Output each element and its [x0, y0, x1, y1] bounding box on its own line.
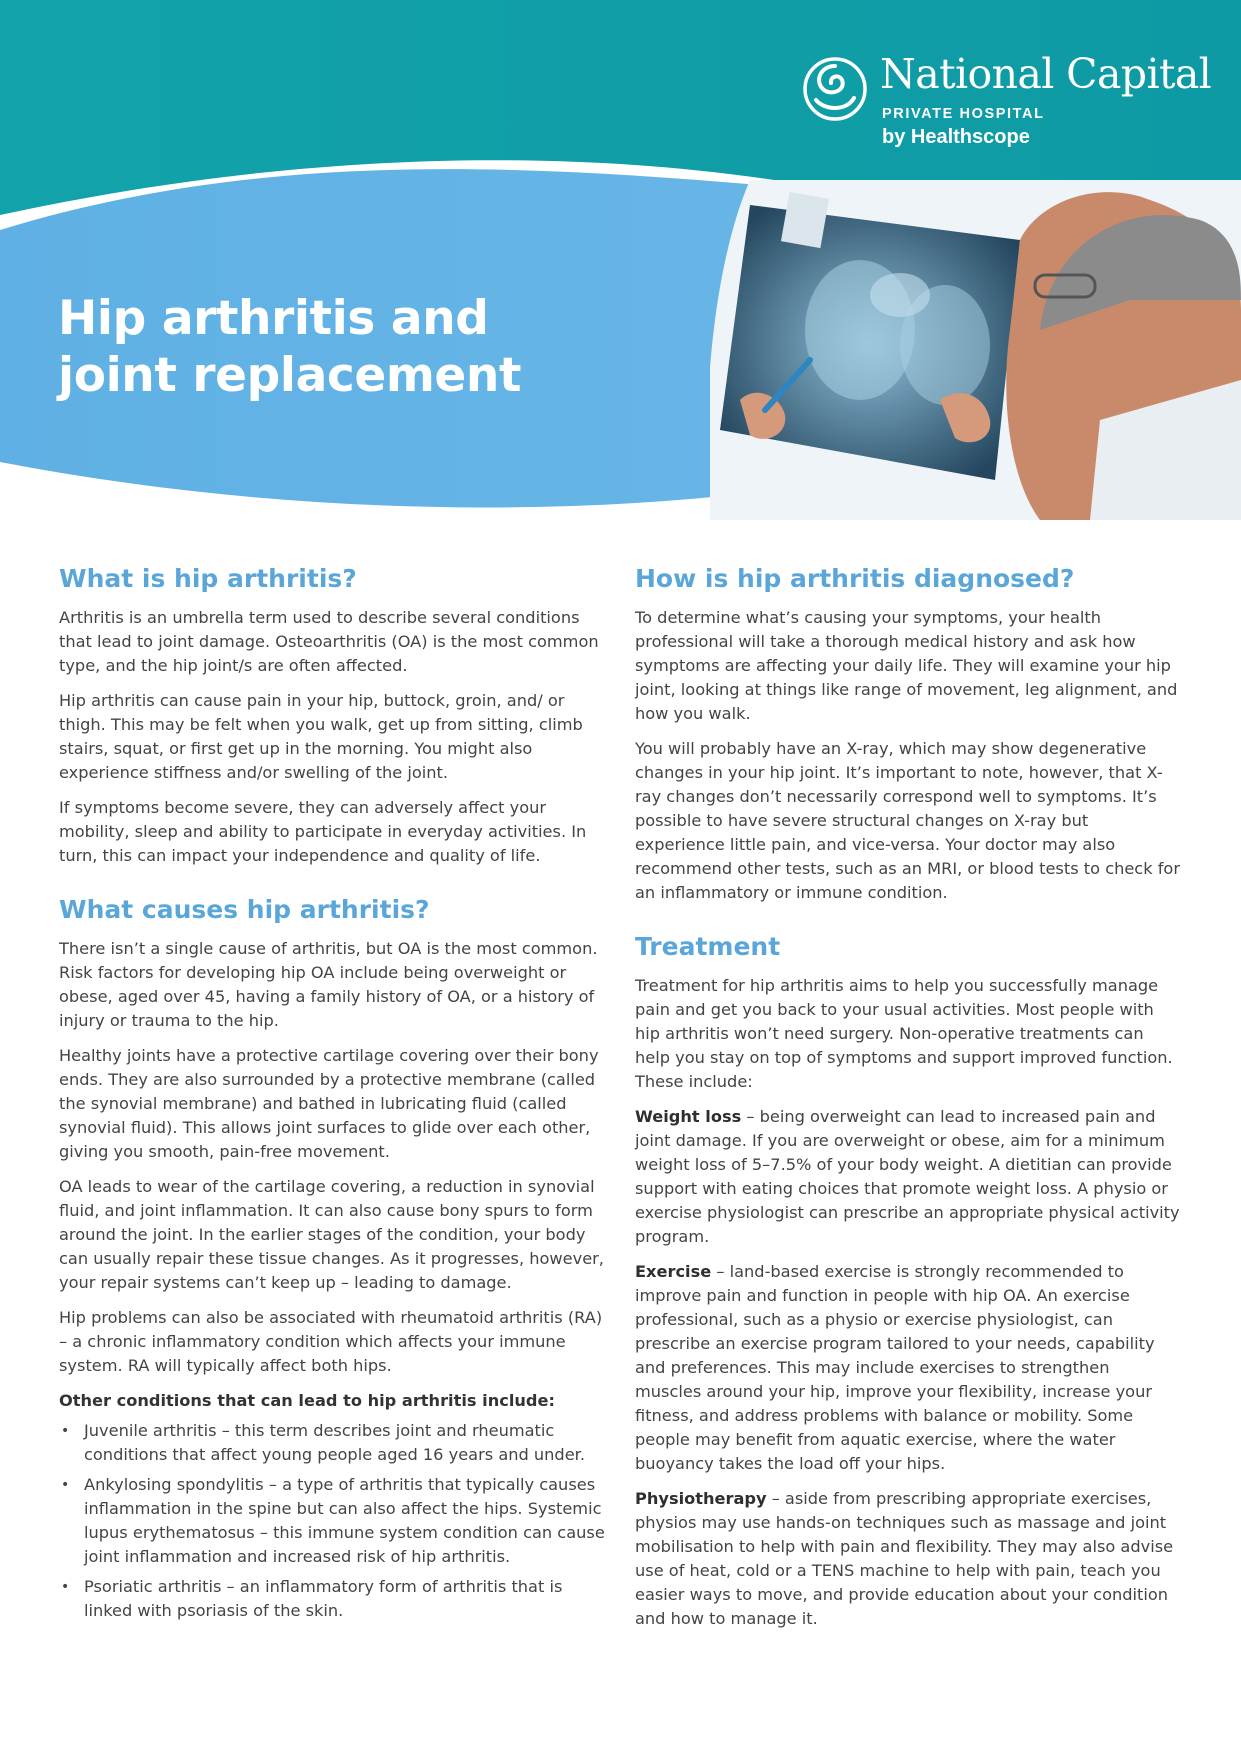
treatment-exercise — [635, 1260, 1180, 1476]
treatment-text: – aside from prescribing appropriate exercises, physios may use hands-on techniques such as massage and joint mobilisation to help with pain and flexibility. They may also advise use of heat, cold or a TENS machine to help with pain, teach you easier ways to move, and provide education about your condition and how to manage it. — [635, 1489, 1174, 1628]
paragraph: Hip arthritis can cause pain in your hip, buttock, groin, and/ or thigh. This may be felt when you walk, get up from sitting, climb stairs, squat, or first get up in the morning. You might also experience stiffness and/or swelling of the joint. — [59, 691, 583, 782]
treatment-label: Physiotherapy — [635, 1489, 767, 1508]
heading-treatment: Treatment — [635, 932, 781, 961]
paragraph: Treatment for hip arthritis aims to help you successfully manage pain and get you back to your usual activities. Most people with hip arthritis won’t need surgery. Non-operative treatments can help you stay on top of symptoms and support improved function. These include: — [635, 976, 1173, 1091]
heading-what-is-hip-arthritis: What is hip arthritis? — [59, 564, 357, 593]
treatment-label: Weight loss — [635, 1107, 742, 1126]
logo-subtitle: PRIVATE HOSPITAL — [882, 106, 1045, 122]
treatment-physiotherapy — [635, 1487, 1180, 1631]
list-item — [59, 1419, 609, 1467]
paragraph: Healthy joints have a protective cartilage covering over their bony ends. They are also surrounded by a protective membrane (called the synovial membrane) and bathed in lubricating fluid (called synovial fluid). This allows joint surfaces to glide over each other, giving you smooth, pain-free movement. — [59, 1046, 599, 1161]
list-item — [59, 1575, 609, 1623]
list-item-text: Ankylosing spondylitis – a type of arthritis that typically causes inflammation in the spine but can also affect the hips. Systemic lupus erythematosus – this immune system condition can cause joint inflammation and increased risk of hip arthritis. — [84, 1475, 605, 1566]
heading-what-causes-hip-arthritis: What causes hip arthritis? — [59, 895, 430, 924]
paragraph: To determine what’s causing your symptoms, your health professional will take a thorough medical history and ask how symptoms are affecting your daily life. They will examine your hip joint, looking at things like range of movement, leg alignment, and how you walk. — [635, 608, 1178, 723]
treatment-text: – being overweight can lead to increased pain and joint damage. If you are overweight or obese, aim for a minimum weight loss of 5–7.5% of your body weight. A dietitian can provide support with eating choices that promote weight loss. A physio or exercise physiologist can prescribe an appropriate physical activity program. — [635, 1107, 1180, 1246]
logo-byline: by Healthscope — [882, 126, 1030, 148]
treatment-weight-loss — [635, 1105, 1180, 1249]
logo-name: National Capital — [880, 50, 1212, 98]
doctor-xray-photo — [710, 180, 1241, 520]
page-title — [58, 290, 521, 404]
heading-how-diagnosed: How is hip arthritis diagnosed? — [635, 564, 1075, 593]
left-column — [59, 562, 609, 1629]
swirl-logo-icon — [802, 56, 868, 122]
paragraph: OA leads to wear of the cartilage covering, a reduction in synovial fluid, and joint inflammation. It can also cause bony spurs to form around the joint. In the earlier stages of the condition, your body can usually repair these tissue changes. As it progresses, however, your repair systems can’t keep up – leading to damage. — [59, 1177, 604, 1292]
bullet-icon: • — [61, 1477, 70, 1493]
header-banner — [0, 0, 1241, 520]
right-column — [635, 562, 1180, 1642]
treatment-label: Exercise — [635, 1262, 712, 1281]
conditions-list — [59, 1419, 609, 1623]
paragraph: Hip problems can also be associated with rheumatoid arthritis (RA) – a chronic inflammatory condition which affects your immune system. RA will typically affect both hips. — [59, 1308, 603, 1375]
bullet-icon: • — [61, 1423, 70, 1439]
list-item-text: Psoriatic arthritis – an inflammatory form of arthritis that is linked with psoriasis of the skin. — [84, 1577, 563, 1620]
paragraph: There isn’t a single cause of arthritis, but OA is the most common. Risk factors for developing hip OA include being overweight or obese, aged over 45, having a family history of OA, or a history of injury or trauma to the hip. — [59, 939, 598, 1030]
paragraph: Arthritis is an umbrella term used to describe several conditions that lead to joint damage. Osteoarthritis (OA) is the most common type, and the hip joint/s are often affected. — [59, 608, 599, 675]
title-line-1: Hip arthritis and — [58, 291, 489, 346]
list-item — [59, 1473, 609, 1569]
list-item-text: Juvenile arthritis – this term describes joint and rheumatic conditions that affect young people aged 16 years and under. — [84, 1421, 585, 1464]
title-line-2: joint replacement — [58, 348, 522, 403]
conditions-heading: Other conditions that can lead to hip arthritis include: — [59, 1391, 555, 1410]
paragraph: If symptoms become severe, they can adversely affect your mobility, sleep and ability to participate in everyday activities. In turn, this can impact your independence and quality of life. — [59, 798, 587, 865]
treatment-text: – land-based exercise is strongly recommended to improve pain and function in people with hip OA. An exercise professional, such as a physio or exercise physiologist, can prescribe an exercise program tailored to your needs, capability and preferences. This may include exercises to strengthen muscles around your hip, improve your flexibility, increase your fitness, and address problems with balance or mobility. Some people may benefit from aquatic exercise, where the water buoyancy takes the load off your hips. — [635, 1262, 1155, 1473]
bullet-icon: • — [61, 1579, 70, 1595]
paragraph: You will probably have an X-ray, which may show degenerative changes in your hip joint. It’s important to note, however, that X-ray changes don’t necessarily correspond well to symptoms. It’s possible to have severe structural changes on X-ray but experience little pain, and vice-versa. Your doctor may also recommend other tests, such as an MRI, or blood tests to check for an inflammatory or immune condition. — [635, 739, 1180, 902]
